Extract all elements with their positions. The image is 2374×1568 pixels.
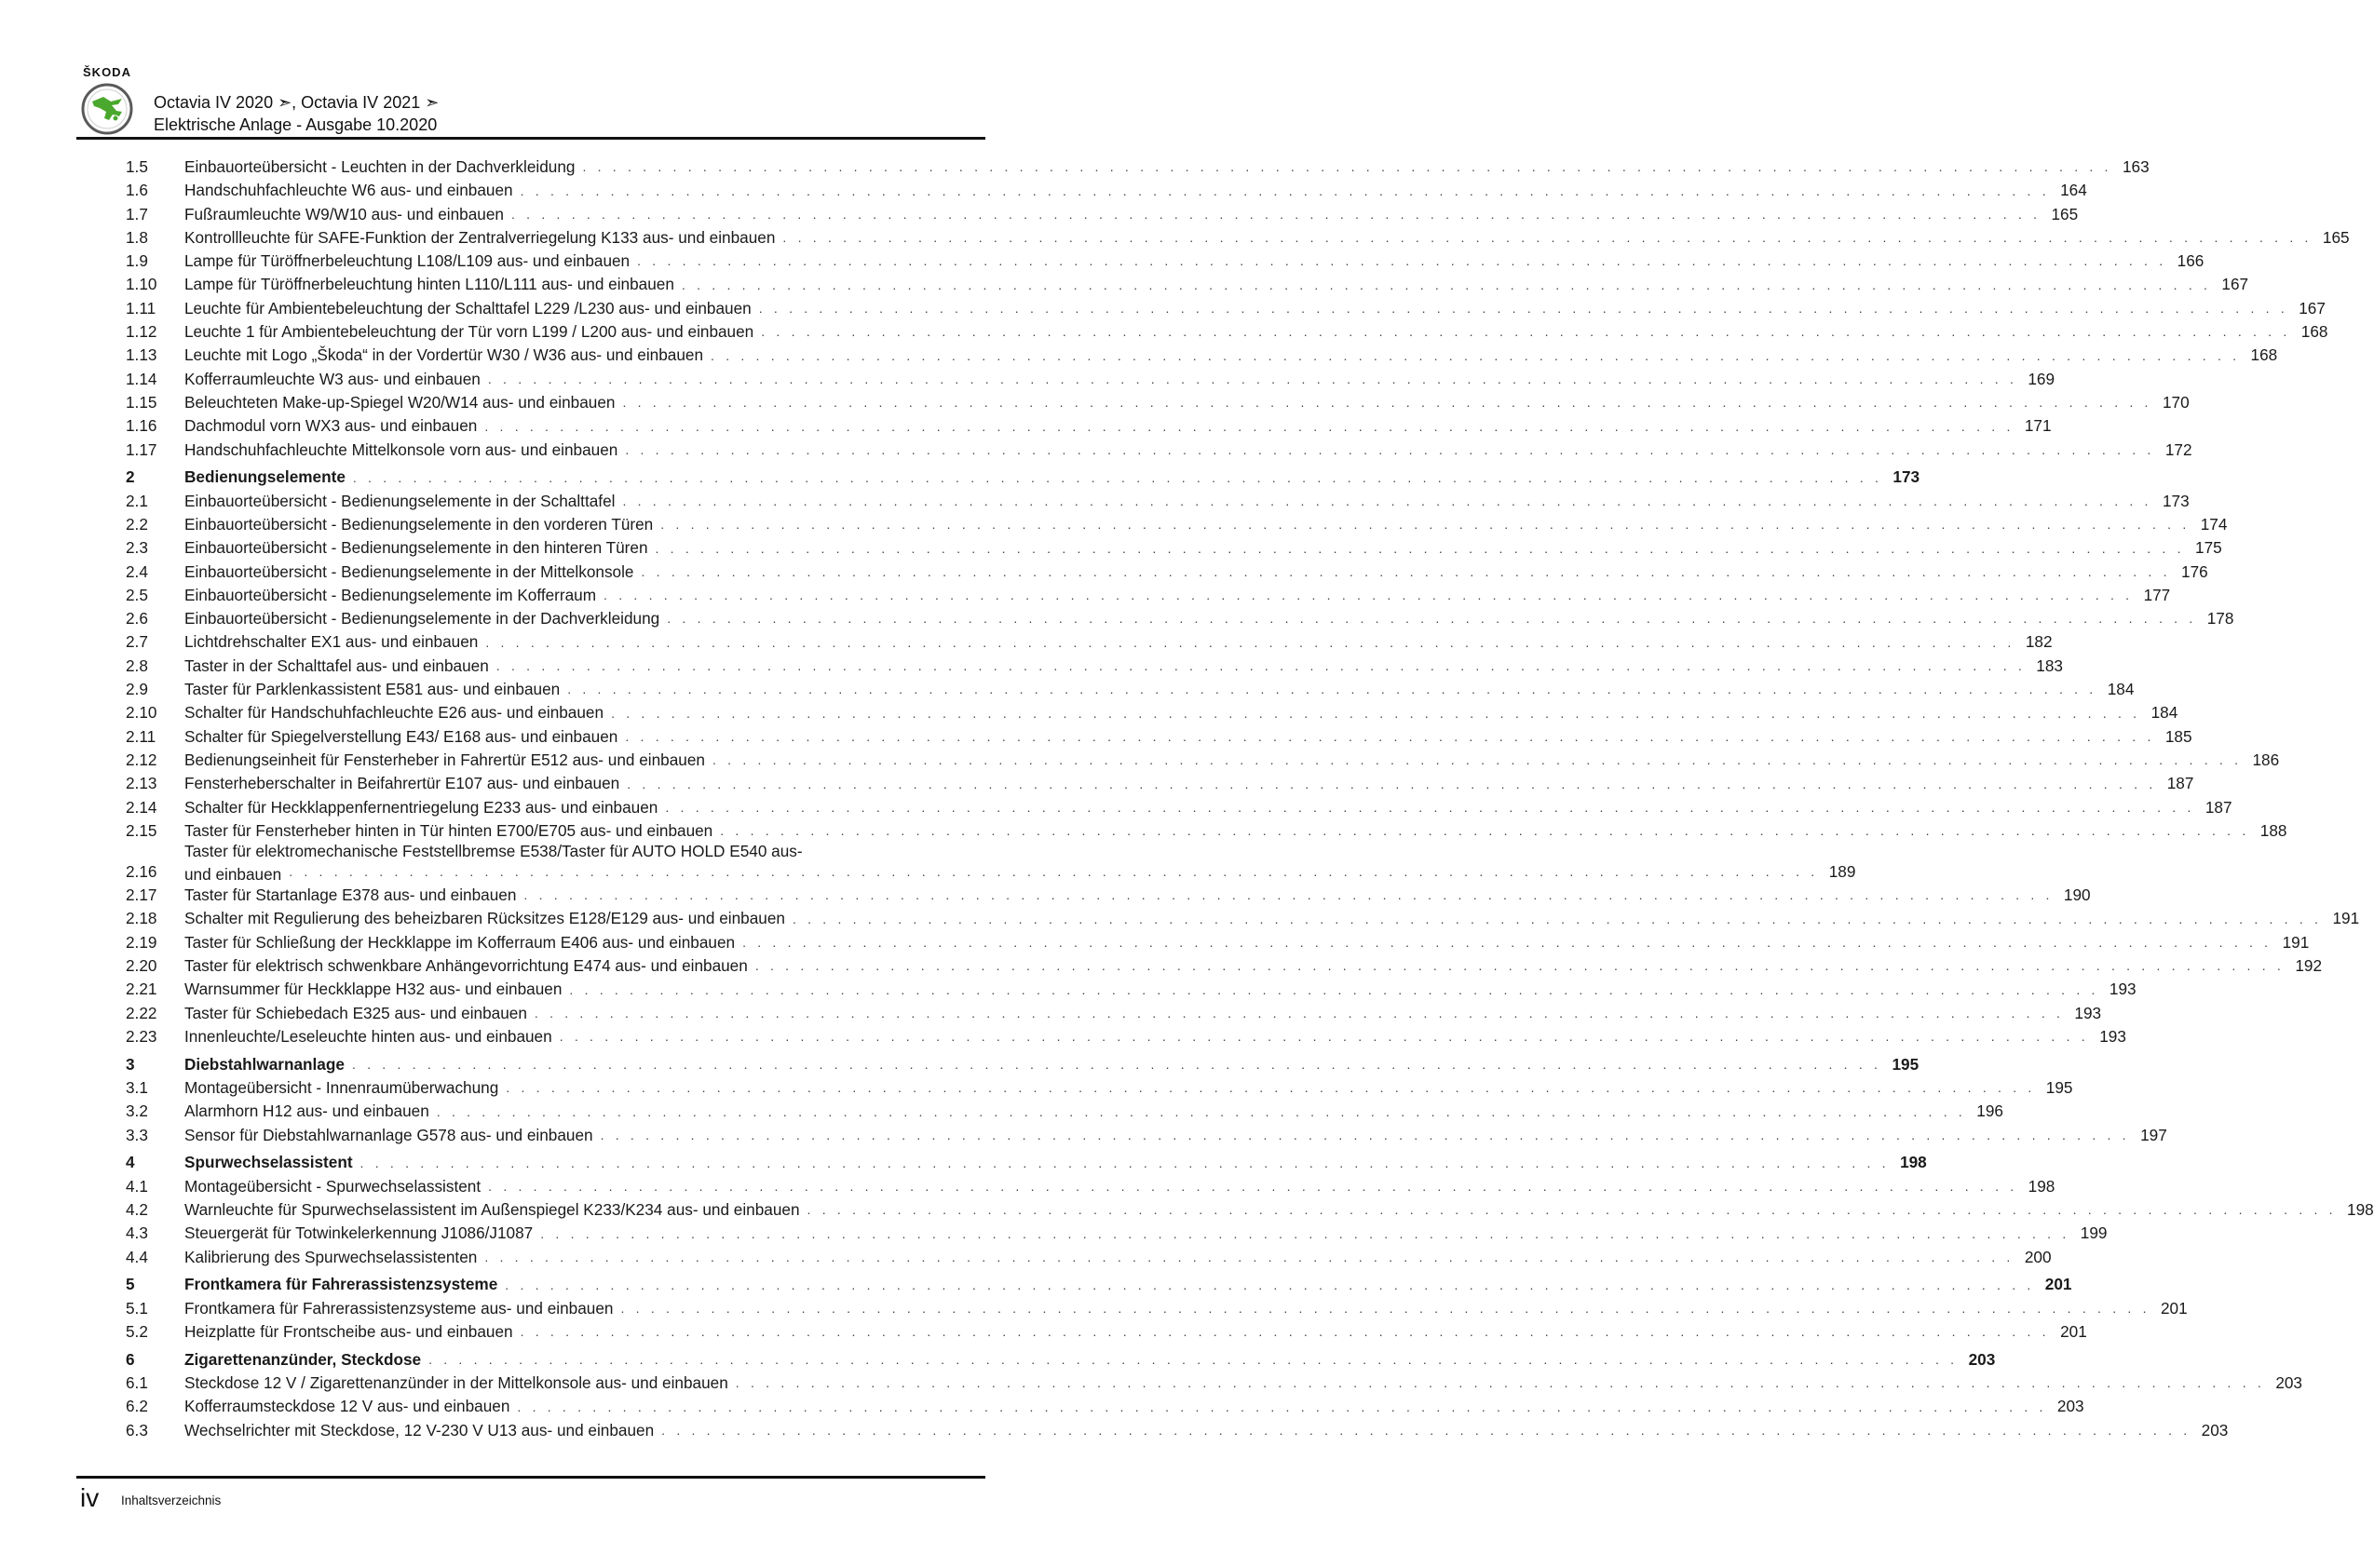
toc-entry-page: 189 <box>1828 861 1856 881</box>
toc-entry[interactable] <box>126 701 2178 724</box>
toc-entry-page: 198 <box>2347 1199 2374 1219</box>
toc-chapter-entry[interactable] <box>126 1151 1927 1174</box>
toc-entry[interactable] <box>126 439 2192 462</box>
dot-leader <box>488 1175 2017 1198</box>
dot-leader <box>625 725 2154 749</box>
toc-entry-title: Taster für Schließung der Heckklappe im Kofferraum E406 aus- und einbauen <box>184 932 736 952</box>
toc-entry[interactable] <box>126 978 2137 1001</box>
toc-entry-title: Taster für elektromechanische Feststellbremse E538/Taster für AUTO HOLD E540 aus- <box>184 842 803 861</box>
toc-entry-number: 1.10 <box>126 275 157 294</box>
dot-leader <box>661 1419 2191 1442</box>
toc-entry-title: Schalter für Heckklappenfernentriegelung E233 aus- und einbauen <box>184 797 658 817</box>
toc-entry-number: 2.23 <box>126 1026 157 1046</box>
dot-leader <box>352 1053 1881 1076</box>
toc-entry-title: Zigarettenanzünder, Steckdose <box>184 1349 422 1369</box>
toc-entry-page: 175 <box>2195 538 2222 558</box>
toc-entry[interactable] <box>126 1419 2229 1442</box>
toc-entry-title: Taster in der Schalttafel aus- und einbauen <box>184 656 489 675</box>
toc-entry-number: 2.2 <box>126 514 148 534</box>
toc-entry-page: 178 <box>2206 609 2234 629</box>
dot-leader <box>627 773 2156 796</box>
toc-entry[interactable] <box>126 368 2055 391</box>
dot-leader <box>496 655 2026 678</box>
toc-entry-title-continued: und einbauen <box>184 865 282 885</box>
dot-leader <box>656 537 2185 561</box>
toc-entry[interactable] <box>126 1372 2302 1395</box>
toc-entry-number: 5.2 <box>126 1321 148 1341</box>
dot-leader <box>625 439 2154 462</box>
toc-entry-number: 1.11 <box>126 298 156 318</box>
toc-entry[interactable] <box>126 273 2249 296</box>
toc-entry-number: 2.12 <box>126 750 157 769</box>
page-number: iv <box>80 1483 100 1512</box>
toc-entry-title: Leuchte mit Logo „Škoda“ in der Vordertür W30 / W36 aus- und einbauen <box>184 345 704 365</box>
toc-entry-title: Einbauorteübersicht - Leuchten in der Dachverkleidung <box>184 157 576 176</box>
toc-entry-page: 203 <box>2275 1373 2302 1393</box>
dot-leader <box>782 226 2312 250</box>
toc-entry-number: 1.14 <box>126 369 157 388</box>
toc-entry-page: 188 <box>2259 820 2287 840</box>
toc-entry-number: 4.1 <box>126 1176 148 1196</box>
toc-entry[interactable] <box>126 796 2232 819</box>
dot-leader <box>582 155 2111 179</box>
toc-entry-page: 201 <box>2060 1321 2087 1341</box>
toc-entry-title: Dachmodul vorn WX3 aus- und einbauen <box>184 416 478 436</box>
toc-entry-page: 190 <box>2063 885 2091 905</box>
toc-entry-title: Kontrollleuchte für SAFE-Funktion der Zentralverriegelung K133 aus- und einbauen <box>184 227 776 247</box>
toc-entry-page: 163 <box>2122 157 2150 176</box>
toc-entry-page: 170 <box>2162 392 2190 412</box>
toc-entry-page: 183 <box>2036 656 2063 675</box>
toc-entry-title: Wechselrichter mit Steckdose, 12 V-230 V U13 aus- und einbauen <box>184 1420 655 1440</box>
dot-leader <box>667 607 2196 630</box>
toc-entry[interactable] <box>126 1002 2102 1025</box>
toc-entry-page: 200 <box>2024 1247 2052 1266</box>
dot-leader <box>488 368 2017 391</box>
toc-entry-title: Leuchte für Ambientebeleuchtung der Schalttafel L229 /L230 aus- und einbauen <box>184 298 752 318</box>
toc-entry-title: Steuergerät für Totwinkelerkennung J1086/J1087 <box>184 1223 534 1243</box>
dot-leader <box>523 884 2053 907</box>
toc-entry[interactable] <box>126 584 2171 607</box>
toc-entry-title: Warnleuchte für Spurwechselassistent im Außenspiegel K233/K234 aus- und einbauen <box>184 1199 800 1219</box>
toc-entry-title: Einbauorteübersicht - Bedienungselemente in der Mittelkonsole <box>184 561 634 581</box>
toc-entry-number: 6.3 <box>126 1420 148 1440</box>
toc-chapter-entry[interactable] <box>126 1348 1996 1372</box>
dot-leader <box>484 415 2014 439</box>
toc-entry-page: 196 <box>1976 1102 2003 1121</box>
toc-entry[interactable] <box>126 561 2208 584</box>
toc-entry[interactable] <box>126 907 2360 930</box>
dot-leader <box>642 561 2171 584</box>
toc-entry[interactable] <box>126 931 2310 954</box>
dot-leader <box>759 297 2288 320</box>
document-header <box>154 91 439 136</box>
skoda-winged-arrow-icon <box>81 83 133 135</box>
toc-entry-title: Lampe für Türöffnerbeleuchtung hinten L110/L111 aus- und einbauen <box>184 275 674 294</box>
toc-entry[interactable] <box>126 842 1856 885</box>
toc-entry[interactable] <box>126 725 2192 749</box>
toc-entry-number: 2.14 <box>126 797 157 817</box>
dot-leader <box>665 796 2194 819</box>
toc-entry-page: 166 <box>2177 251 2204 271</box>
toc-entry-page: 185 <box>2164 726 2192 746</box>
toc-entry-number: 4.2 <box>126 1199 148 1219</box>
dot-leader <box>712 749 2242 772</box>
toc-entry-number: 2.13 <box>126 774 157 793</box>
toc-entry-number: 3.1 <box>126 1077 148 1097</box>
toc-entry-number: 2.15 <box>126 820 157 840</box>
toc-entry-page: 165 <box>2322 227 2350 247</box>
toc-entry-page: 168 <box>2250 345 2278 365</box>
toc-entry-number: 1.15 <box>126 392 157 412</box>
dot-leader <box>736 1372 2265 1395</box>
toc-entry-page: 198 <box>2028 1176 2055 1196</box>
toc-entry-title: Heizplatte für Frontscheibe aus- und einbauen <box>184 1321 513 1341</box>
dot-leader <box>637 250 2166 273</box>
toc-entry[interactable] <box>126 320 2328 344</box>
toc-entry-title: Einbauorteübersicht - Bedienungselemente in den vorderen Türen <box>184 514 654 534</box>
toc-entry-number: 2.17 <box>126 885 157 905</box>
table-of-contents <box>126 155 2374 1442</box>
toc-entry-number: 2.6 <box>126 609 148 629</box>
toc-entry[interactable] <box>126 1246 2052 1269</box>
footer-divider <box>76 1476 985 1479</box>
toc-entry[interactable] <box>126 1124 2167 1147</box>
toc-entry-number: 2.11 <box>126 726 156 746</box>
toc-entry-page: 177 <box>2143 585 2171 604</box>
toc-chapter-entry[interactable] <box>126 1053 1920 1076</box>
toc-entry-page: 184 <box>2150 703 2178 723</box>
toc-entry-title: Einbauorteübersicht - Bedienungselemente in den hinteren Türen <box>184 538 648 558</box>
toc-entry-title: Einbauorteübersicht - Bedienungselemente in der Dachverkleidung <box>184 609 660 629</box>
toc-entry-title: Innenleuchte/Leseleuchte hinten aus- und einbauen <box>184 1026 552 1046</box>
toc-entry-title: Taster für Fensterheber hinten in Tür hinten E700/E705 aus- und einbauen <box>184 820 713 840</box>
toc-entry-page: 173 <box>2162 491 2190 510</box>
brand-wordmark: ŠKODA <box>83 65 131 79</box>
toc-entry[interactable] <box>126 655 2063 678</box>
toc-entry[interactable] <box>126 297 2326 320</box>
toc-entry-title: Lichtdrehschalter EX1 aus- und einbauen <box>184 632 479 652</box>
toc-entry-page: 176 <box>2181 561 2208 581</box>
toc-entry-page: 198 <box>1900 1153 1927 1172</box>
toc-entry-page: 193 <box>2109 980 2137 999</box>
dot-leader <box>521 1320 2050 1344</box>
toc-entry-title: Schalter für Handschuhfachleuchte E26 aus- und einbauen <box>184 703 604 723</box>
dot-leader <box>755 954 2285 978</box>
toc-entry-number: 2.22 <box>126 1003 157 1022</box>
toc-entry[interactable] <box>126 1222 2108 1245</box>
toc-entry[interactable] <box>126 772 2194 795</box>
toc-entry[interactable] <box>126 536 2222 560</box>
toc-entry-number: 2.10 <box>126 703 157 723</box>
toc-entry-number: 2.4 <box>126 561 148 581</box>
skoda-logo <box>76 65 142 140</box>
dot-leader <box>807 1198 2337 1222</box>
toc-entry-page: 167 <box>2221 275 2249 294</box>
toc-entry-title: Diebstahlwarnanlage <box>184 1054 345 1074</box>
toc-entry[interactable] <box>126 250 2204 273</box>
toc-entry-title: Bedienungselemente <box>184 467 346 487</box>
toc-entry[interactable] <box>126 179 2087 202</box>
toc-entry-number: 1.8 <box>126 227 148 247</box>
toc-entry-title: Frontkamera für Fahrerassistenzsysteme <box>184 1275 498 1294</box>
toc-entry-page: 193 <box>2099 1026 2126 1046</box>
dot-leader <box>567 678 2096 701</box>
toc-entry[interactable] <box>126 630 2053 654</box>
toc-entry-title: Bedienungseinheit für Fensterheber in Fahrertür E512 aus- und einbauen <box>184 750 705 769</box>
toc-entry-title: Taster für elektrisch schwenkbare Anhängevorrichtung E474 aus- und einbauen <box>184 956 748 975</box>
toc-entry-page: 192 <box>2295 956 2323 975</box>
toc-entry-number: 1.12 <box>126 322 157 342</box>
dot-leader <box>622 391 2151 414</box>
toc-entry[interactable] <box>126 819 2287 843</box>
toc-entry[interactable] <box>126 490 2190 513</box>
toc-entry-page: 203 <box>2056 1397 2084 1416</box>
dot-leader <box>485 631 2015 655</box>
dot-leader <box>622 490 2151 513</box>
toc-entry-page: 191 <box>2282 932 2310 952</box>
dot-leader <box>517 1396 2046 1419</box>
toc-entry-page: 191 <box>2332 909 2360 928</box>
toc-entry-number: 2.5 <box>126 585 148 604</box>
toc-chapter-entry[interactable] <box>126 1273 2072 1296</box>
toc-entry-number: 5.1 <box>126 1298 148 1318</box>
toc-entry-title: Alarmhorn H12 aus- und einbauen <box>184 1102 429 1121</box>
toc-entry-page: 199 <box>2080 1223 2108 1243</box>
toc-entry-page: 167 <box>2299 298 2326 318</box>
toc-entry-number: 6.1 <box>126 1373 148 1393</box>
dot-leader <box>604 584 2133 607</box>
toc-entry-number: 2.1 <box>126 491 148 510</box>
toc-entry-title: Kalibrierung des Spurwechselassistenten <box>184 1247 478 1266</box>
toc-entry-page: 164 <box>2060 181 2087 200</box>
toc-entry[interactable] <box>126 607 2234 630</box>
toc-entry-title: Leuchte 1 für Ambientebeleuchtung der Tür vorn L199 / L200 aus- und einbauen <box>184 322 754 342</box>
toc-entry-number: 2.8 <box>126 656 148 675</box>
toc-entry-page: 173 <box>1892 467 1920 487</box>
toc-entry-number: 1.13 <box>126 345 157 365</box>
toc-entry-page: 168 <box>2300 322 2328 342</box>
toc-entry[interactable] <box>126 391 2190 414</box>
toc-entry-title: Steckdose 12 V / Zigarettenanzünder in der Mittelkonsole aus- und einbauen <box>184 1373 728 1393</box>
toc-entry[interactable] <box>126 414 2052 438</box>
dot-leader <box>720 819 2249 843</box>
dot-leader <box>611 702 2140 725</box>
toc-entry-page: 186 <box>2252 750 2280 769</box>
toc-entry[interactable] <box>126 1076 2073 1100</box>
toc-entry-title: Taster für Parklenkassistent E581 aus- und einbauen <box>184 680 561 699</box>
toc-entry-number: 1.16 <box>126 416 157 436</box>
toc-entry[interactable] <box>126 226 2350 250</box>
toc-entry-number: 2.9 <box>126 680 148 699</box>
toc-entry-page: 195 <box>1892 1054 1920 1074</box>
toc-entry-title: Montageübersicht - Spurwechselassistent <box>184 1176 482 1196</box>
dot-leader <box>484 1246 2014 1269</box>
toc-entry[interactable] <box>126 513 2228 536</box>
toc-entry[interactable] <box>126 954 2323 978</box>
header-edition-line: Elektrische Anlage - Ausgabe 10.2020 <box>154 115 438 134</box>
toc-entry-number: 2.18 <box>126 909 157 928</box>
toc-entry-page: 182 <box>2025 632 2053 652</box>
toc-entry-title: Warnsummer für Heckklappe H32 aus- und einbauen <box>184 980 563 999</box>
toc-entry-page: 201 <box>2160 1298 2188 1318</box>
dot-leader <box>428 1348 1958 1372</box>
footer-section-label: Inhaltsverzeichnis <box>121 1494 222 1507</box>
toc-entry-title: Taster für Startanlage E378 aus- und einbauen <box>184 885 517 905</box>
toc-entry-number: 5 <box>126 1275 135 1294</box>
toc-entry-title: Handschuhfachleuchte W6 aus- und einbauen <box>184 181 513 200</box>
toc-entry-number: 6 <box>126 1349 135 1369</box>
toc-entry-title: Beleuchteten Make-up-Spiegel W20/W14 aus- und einbauen <box>184 392 616 412</box>
dot-leader <box>569 979 2098 1002</box>
toc-entry-page: 187 <box>2166 774 2194 793</box>
toc-entry-title: Einbauorteübersicht - Bedienungselemente im Kofferraum <box>184 585 597 604</box>
toc-entry[interactable] <box>126 1297 2188 1320</box>
toc-entry-number: 2.3 <box>126 538 148 558</box>
toc-entry-number: 4.3 <box>126 1223 148 1243</box>
toc-entry-number: 2.16 <box>126 861 157 881</box>
toc-entry-title: Schalter mit Regulierung des beheizbaren Rücksitzes E128/E129 aus- und einbauen <box>184 909 785 928</box>
toc-entry-title: Kofferraumleuchte W3 aus- und einbauen <box>184 369 481 388</box>
toc-entry-page: 197 <box>2140 1125 2167 1144</box>
toc-entry[interactable] <box>126 1100 2003 1123</box>
toc-entry-page: 174 <box>2200 514 2228 534</box>
toc-entry-number: 2.20 <box>126 956 157 975</box>
dot-leader <box>521 180 2050 203</box>
toc-entry-page: 172 <box>2164 439 2192 459</box>
header-model-line: Octavia IV 2020 ➣, Octavia IV 2021 ➣ <box>154 93 440 112</box>
toc-entry[interactable] <box>126 1320 2087 1344</box>
toc-entry-page: 187 <box>2204 797 2232 817</box>
toc-entry-title: Handschuhfachleuchte Mittelkonsole vorn aus- und einbauen <box>184 439 618 459</box>
dot-leader <box>660 513 2190 536</box>
dot-leader <box>560 1025 2089 1048</box>
dot-leader <box>742 931 2272 954</box>
toc-entry-title: Fensterheberschalter in Beifahrertür E107 aus- und einbauen <box>184 774 620 793</box>
dot-leader <box>505 1274 2034 1297</box>
toc-entry[interactable] <box>126 1175 2055 1198</box>
dot-leader <box>360 1152 1890 1175</box>
toc-entry[interactable] <box>126 1025 2126 1048</box>
toc-entry-page: 203 <box>2201 1420 2229 1440</box>
dot-leader <box>761 320 2290 344</box>
toc-entry-title: Spurwechselassistent <box>184 1153 353 1172</box>
toc-entry-page: 201 <box>2044 1275 2072 1294</box>
header-divider <box>76 137 985 140</box>
toc-entry-number: 3 <box>126 1054 135 1074</box>
dot-leader <box>289 860 1818 884</box>
toc-entry-page: 195 <box>2045 1077 2073 1097</box>
toc-entry-number: 3.3 <box>126 1125 148 1144</box>
toc-entry[interactable] <box>126 884 2091 907</box>
toc-entry-page: 193 <box>2074 1003 2102 1022</box>
toc-entry-number: 4.4 <box>126 1247 148 1266</box>
dot-leader <box>535 1002 2064 1025</box>
toc-entry-title: Taster für Schiebedach E325 aus- und einbauen <box>184 1003 527 1022</box>
toc-entry-number: 1.9 <box>126 251 148 271</box>
dot-leader <box>437 1101 1966 1124</box>
toc-entry-number: 1.7 <box>126 204 148 223</box>
toc-entry-title: Schalter für Spiegelverstellung E43/ E168 aus- und einbauen <box>184 726 618 746</box>
toc-entry-title: Frontkamera für Fahrerassistenzsysteme aus- und einbauen <box>184 1298 614 1318</box>
dot-leader <box>620 1297 2150 1320</box>
dot-leader <box>601 1124 2130 1147</box>
toc-entry-title: Montageübersicht - Innenraumüberwachung <box>184 1077 499 1097</box>
dot-leader <box>682 274 2211 297</box>
toc-entry-number: 4 <box>126 1153 135 1172</box>
toc-entry-number: 2 <box>126 467 135 487</box>
toc-entry[interactable] <box>126 155 2150 179</box>
toc-entry-title: Einbauorteübersicht - Bedienungselemente in der Schalttafel <box>184 491 616 510</box>
dot-leader <box>540 1223 2069 1246</box>
toc-entry-title: Sensor für Diebstahlwarnanlage G578 aus- und einbauen <box>184 1125 593 1144</box>
toc-entry-page: 171 <box>2024 416 2052 436</box>
toc-entry[interactable] <box>126 1395 2084 1418</box>
toc-entry-page: 165 <box>2051 204 2079 223</box>
toc-entry-page: 203 <box>1968 1349 1996 1369</box>
toc-chapter-entry[interactable] <box>126 466 1920 489</box>
toc-entry[interactable] <box>126 344 2278 367</box>
toc-entry-number: 2.7 <box>126 632 148 652</box>
toc-entry-number: 2.21 <box>126 980 157 999</box>
dot-leader <box>506 1076 2035 1100</box>
toc-entry-number: 1.5 <box>126 157 148 176</box>
toc-entry[interactable] <box>126 678 2135 701</box>
toc-entry-number: 1.17 <box>126 439 157 459</box>
toc-entry[interactable] <box>126 1198 2374 1222</box>
toc-entry-number: 2.19 <box>126 932 157 952</box>
dot-leader <box>793 908 2322 931</box>
dot-leader <box>353 466 1882 490</box>
toc-entry-title: Lampe für Türöffnerbeleuchtung L108/L109 aus- und einbauen <box>184 251 631 271</box>
toc-entry-number: 1.6 <box>126 181 148 200</box>
dot-leader <box>711 345 2240 368</box>
toc-entry-title: Fußraumleuchte W9/W10 aus- und einbauen <box>184 204 504 223</box>
toc-entry-title: Kofferraumsteckdose 12 V aus- und einbauen <box>184 1397 510 1416</box>
dot-leader <box>511 203 2041 226</box>
toc-entry[interactable] <box>126 749 2280 772</box>
toc-entry-page: 184 <box>2107 680 2135 699</box>
toc-entry-number: 3.2 <box>126 1102 148 1121</box>
toc-entry[interactable] <box>126 203 2079 226</box>
toc-entry-number: 6.2 <box>126 1397 148 1416</box>
toc-entry-page: 169 <box>2028 369 2055 388</box>
